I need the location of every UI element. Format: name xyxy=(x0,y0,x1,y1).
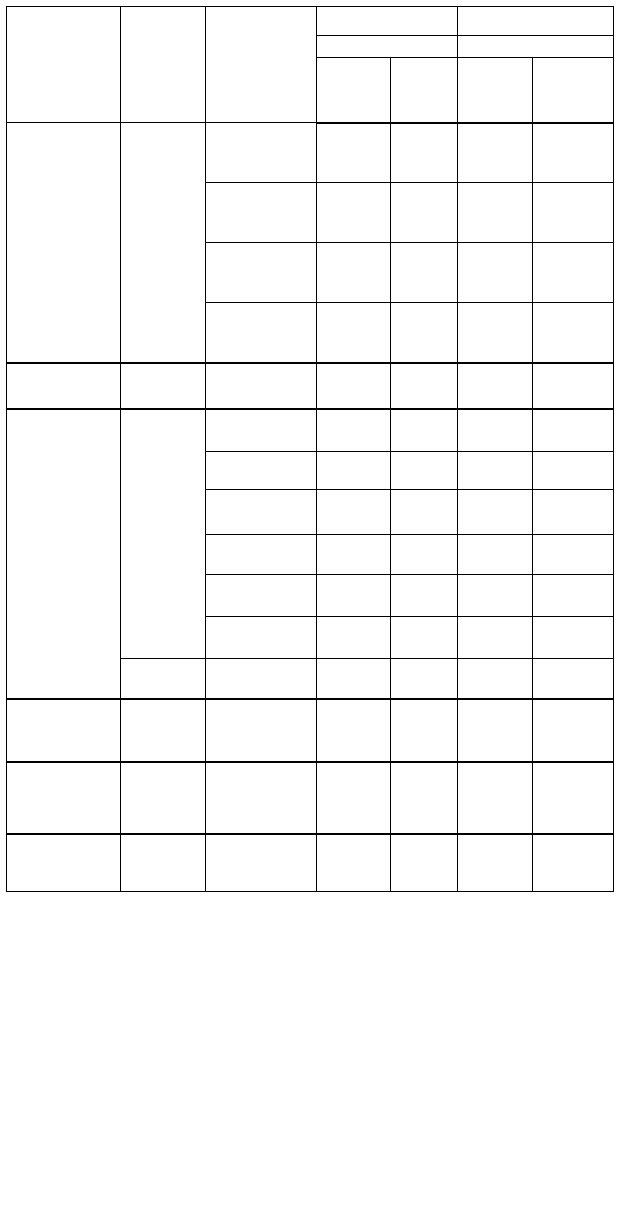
pem-tox-34-cell xyxy=(391,762,458,834)
cis-tox-all-cell xyxy=(458,617,533,659)
frequency-cell xyxy=(121,699,206,762)
header-frequency xyxy=(121,7,206,123)
pem-tox-34-cell xyxy=(391,490,458,535)
event-cell xyxy=(206,183,317,243)
organ-class-cell xyxy=(7,409,121,699)
header-pemetrexed-cisplatino xyxy=(317,7,458,36)
frequency-cell xyxy=(121,762,206,834)
pem-tox-all-cell xyxy=(317,762,391,834)
pem-tox-all-cell xyxy=(317,617,391,659)
cis-tox-34-cell xyxy=(533,762,614,834)
frequency-cell xyxy=(121,409,206,659)
pem-tox-all-cell xyxy=(317,243,391,303)
organ-class-cell xyxy=(7,762,121,834)
header-organ-class xyxy=(7,7,121,123)
cis-tox-34-cell xyxy=(533,575,614,617)
event-cell xyxy=(206,762,317,834)
organ-class-cell xyxy=(7,699,121,762)
cis-tox-all-cell xyxy=(458,243,533,303)
event-cell xyxy=(206,834,317,892)
event-cell xyxy=(206,490,317,535)
pem-tox-34-cell xyxy=(391,303,458,363)
adverse-events-table xyxy=(6,6,614,892)
pem-tox-all-cell xyxy=(317,363,391,409)
frequency-cell xyxy=(121,123,206,363)
cis-tox-all-cell xyxy=(458,834,533,892)
event-cell xyxy=(206,363,317,409)
cis-tox-all-cell xyxy=(458,490,533,535)
cis-tox-34-cell xyxy=(533,452,614,490)
table-body xyxy=(7,123,614,892)
frequency-cell xyxy=(121,363,206,409)
pem-tox-34-cell xyxy=(391,452,458,490)
organ-class-cell xyxy=(7,834,121,892)
cis-tox-34-cell xyxy=(533,243,614,303)
cis-tox-34-cell xyxy=(533,183,614,243)
table-header xyxy=(7,7,614,123)
cis-tox-all-cell xyxy=(458,123,533,183)
pem-tox-all-cell xyxy=(317,535,391,575)
cis-tox-all-cell xyxy=(458,183,533,243)
cis-tox-34-cell xyxy=(533,363,614,409)
pem-tox-all-cell xyxy=(317,303,391,363)
header-cis-n xyxy=(458,36,614,58)
table-row xyxy=(7,123,614,183)
pem-tox-34-cell xyxy=(391,409,458,452)
cis-tox-34-cell xyxy=(533,617,614,659)
pem-tox-all-cell xyxy=(317,123,391,183)
frequency-cell xyxy=(121,659,206,699)
pem-tox-34-cell xyxy=(391,123,458,183)
pem-tox-34-cell xyxy=(391,659,458,699)
cis-tox-34-cell xyxy=(533,123,614,183)
pem-tox-34-cell xyxy=(391,617,458,659)
pem-tox-34-cell xyxy=(391,575,458,617)
pem-tox-34-cell xyxy=(391,699,458,762)
cis-tox-all-cell xyxy=(458,452,533,490)
cis-tox-all-cell xyxy=(458,409,533,452)
cis-tox-34-cell xyxy=(533,303,614,363)
event-cell xyxy=(206,659,317,699)
header-cisplatino xyxy=(458,7,614,36)
pem-tox-all-cell xyxy=(317,659,391,699)
event-cell xyxy=(206,452,317,490)
cis-tox-all-cell xyxy=(458,575,533,617)
cis-tox-34-cell xyxy=(533,535,614,575)
pem-tox-34-cell xyxy=(391,243,458,303)
cis-tox-34-cell xyxy=(533,490,614,535)
event-cell xyxy=(206,699,317,762)
event-cell xyxy=(206,409,317,452)
event-cell xyxy=(206,575,317,617)
event-cell xyxy=(206,617,317,659)
pem-tox-all-cell xyxy=(317,575,391,617)
cis-tox-all-cell xyxy=(458,699,533,762)
cis-tox-34-cell xyxy=(533,659,614,699)
header-pem-tox-34 xyxy=(391,58,458,123)
header-pem-tox-all xyxy=(317,58,391,123)
pem-tox-all-cell xyxy=(317,490,391,535)
cis-tox-34-cell xyxy=(533,834,614,892)
pem-tox-all-cell xyxy=(317,409,391,452)
cis-tox-all-cell xyxy=(458,535,533,575)
organ-class-cell xyxy=(7,363,121,409)
pem-tox-all-cell xyxy=(317,834,391,892)
cis-tox-all-cell xyxy=(458,363,533,409)
frequency-cell xyxy=(121,834,206,892)
table-row xyxy=(7,363,614,409)
table-row xyxy=(7,699,614,762)
table-row xyxy=(7,762,614,834)
header-event xyxy=(206,7,317,123)
cis-tox-34-cell xyxy=(533,409,614,452)
header-pem-n xyxy=(317,36,458,58)
pem-tox-all-cell xyxy=(317,452,391,490)
table-row xyxy=(7,409,614,452)
cis-tox-all-cell xyxy=(458,762,533,834)
event-cell xyxy=(206,535,317,575)
pem-tox-all-cell xyxy=(317,183,391,243)
pem-tox-34-cell xyxy=(391,535,458,575)
pem-tox-34-cell xyxy=(391,834,458,892)
cis-tox-34-cell xyxy=(533,699,614,762)
header-cis-tox-34 xyxy=(533,58,614,123)
pem-tox-all-cell xyxy=(317,699,391,762)
event-cell xyxy=(206,123,317,183)
pem-tox-34-cell xyxy=(391,183,458,243)
header-cis-tox-all xyxy=(458,58,533,123)
event-cell xyxy=(206,243,317,303)
event-cell xyxy=(206,303,317,363)
cis-tox-all-cell xyxy=(458,303,533,363)
table-row xyxy=(7,834,614,892)
organ-class-cell xyxy=(7,123,121,363)
pem-tox-34-cell xyxy=(391,363,458,409)
cis-tox-all-cell xyxy=(458,659,533,699)
